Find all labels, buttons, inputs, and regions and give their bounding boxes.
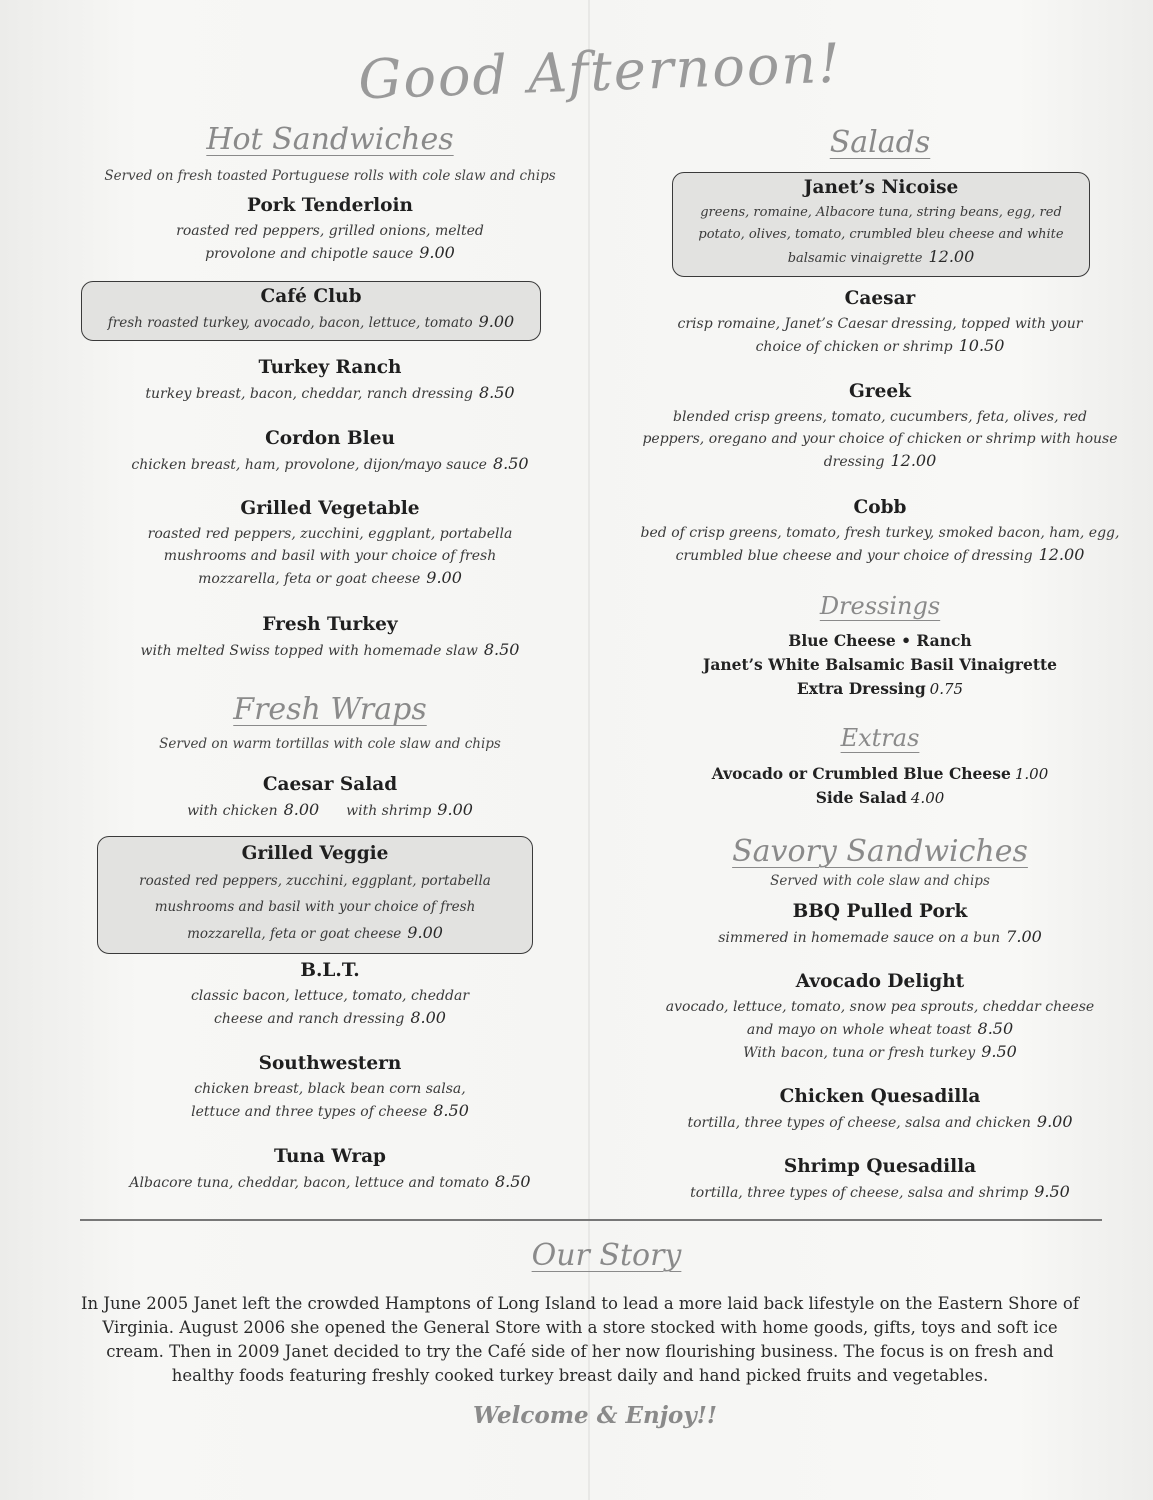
dressings-list bbox=[640, 629, 1120, 701]
fresh-wraps-title: Fresh Wraps bbox=[233, 692, 427, 727]
item-price: 9.00 bbox=[407, 923, 443, 942]
fresh-wraps-subtitle: Served on warm tortillas with cole slaw and chips bbox=[159, 736, 501, 752]
extra-avocado-price: 1.00 bbox=[1014, 765, 1049, 783]
menu-item-shrimp-quesadilla bbox=[640, 1156, 1120, 1204]
item-price: 12.00 bbox=[890, 451, 937, 470]
item-name: Café Club bbox=[260, 286, 362, 307]
item-desc: chicken breast, black bean corn salsa, lettuce and three types of cheese bbox=[191, 1081, 466, 1120]
item-name: BBQ Pulled Pork bbox=[792, 901, 968, 922]
menu-item-bbq-pulled-pork bbox=[640, 901, 1120, 949]
item-name: Cobb bbox=[853, 497, 907, 518]
item-desc: tortilla, three types of cheese, salsa and chicken bbox=[687, 1115, 1031, 1131]
item-desc: tortilla, three types of cheese, salsa and shrimp bbox=[690, 1185, 1029, 1201]
item-desc: roasted red peppers, zucchini, eggplant, portabella mushrooms and basil with your choice of fresh mozzarella, feta or goat cheese bbox=[147, 526, 513, 587]
dressing-house: Janet’s White Balsamic Basil Vinaigrette bbox=[702, 655, 1058, 674]
item-desc: blended crisp greens, tomato, cucumbers, feta, olives, red peppers, oregano and your choice of chicken or shrimp with house dressing bbox=[642, 409, 1118, 470]
extra-avocado-label: Avocado or Crumbled Blue Cheese bbox=[711, 764, 1011, 783]
item-price: 9.00 bbox=[419, 243, 455, 262]
item-name: Avocado Delight bbox=[795, 971, 965, 992]
menu-item-southwestern bbox=[85, 1053, 575, 1123]
section-divider bbox=[80, 1219, 1102, 1221]
extras-list bbox=[640, 762, 1120, 810]
menu-item-turkey-ranch bbox=[85, 357, 575, 405]
item-price-chicken: 8.00 bbox=[283, 800, 320, 819]
item-name: Turkey Ranch bbox=[258, 357, 402, 378]
menu-item-caesar-salad-wrap bbox=[85, 774, 575, 822]
item-name: Grilled Veggie bbox=[241, 843, 389, 864]
menu-item-pork-tenderloin bbox=[85, 195, 575, 265]
extra-dressing-price: 0.75 bbox=[929, 680, 964, 698]
item-name: Janet’s Nicoise bbox=[803, 177, 959, 198]
item-name: Cordon Bleu bbox=[265, 428, 395, 449]
our-story-text: In June 2005 Janet left the crowded Hamptons of Long Island to lead a more laid back lifestyle on the Eastern Shore of Virginia. August 2006 she opened the General Store with a store stocked with home goods, gifts, toys and soft ice cream. Then in 2009 Janet decided to try the Café side of her now flourishing business. The focus is on fresh and healthy foods featuring freshly cooked turkey breast daily and hand picked fruits and vegetables. bbox=[81, 1294, 1079, 1385]
item-desc: simmered in homemade sauce on a bun bbox=[718, 930, 1001, 946]
item-price: 9.00 bbox=[426, 568, 462, 587]
item-price: 8.00 bbox=[410, 1008, 446, 1027]
item-name: Grilled Vegetable bbox=[240, 498, 420, 519]
item-desc: classic bacon, lettuce, tomato, cheddar cheese and ranch dressing bbox=[190, 988, 470, 1027]
item-name: B.L.T. bbox=[300, 960, 360, 981]
item-name: Greek bbox=[849, 381, 911, 402]
item-price: 9.00 bbox=[478, 312, 515, 331]
item-desc: with melted Swiss topped with homemade slaw bbox=[140, 643, 478, 659]
item-price: 8.50 bbox=[433, 1101, 469, 1120]
item-addon-desc: With bacon, tuna or fresh turkey bbox=[743, 1045, 976, 1061]
menu-item-blt bbox=[85, 960, 575, 1030]
hot-sandwiches-title: Hot Sandwiches bbox=[206, 122, 454, 157]
welcome-closing: Welcome & Enjoy!! bbox=[473, 1402, 717, 1429]
menu-item-cobb bbox=[640, 497, 1120, 567]
extra-dressing-label: Extra Dressing bbox=[796, 679, 926, 698]
item-name: Shrimp Quesadilla bbox=[783, 1156, 977, 1177]
dressing-options: Blue Cheese • Ranch bbox=[788, 631, 972, 650]
item-desc: crisp romaine, Janet’s Caesar dressing, topped with your choice of chicken or shrimp bbox=[677, 316, 1083, 355]
menu-item-grilled-veggie bbox=[97, 836, 533, 954]
menu-item-janets-nicoise bbox=[672, 172, 1090, 277]
item-desc: bed of crisp greens, tomato, fresh turkey, smoked bacon, ham, egg, crumbled blue cheese and your choice of dressing bbox=[640, 525, 1120, 564]
item-price: 8.50 bbox=[494, 1172, 531, 1191]
item-desc: roasted red peppers, grilled onions, melted provolone and chipotle sauce bbox=[176, 223, 484, 262]
menu-item-greek bbox=[640, 381, 1120, 473]
savory-sandwiches-subtitle: Served with cole slaw and chips bbox=[770, 873, 990, 889]
item-price: 8.50 bbox=[977, 1019, 1014, 1038]
item-desc-shrimp: with shrimp bbox=[346, 803, 432, 819]
item-name: Southwestern bbox=[258, 1053, 402, 1074]
our-story-title: Our Story bbox=[531, 1238, 682, 1273]
item-desc: Albacore tuna, cheddar, bacon, lettuce and tomato bbox=[129, 1175, 489, 1191]
item-price: 12.00 bbox=[1038, 545, 1085, 564]
item-price: 8.50 bbox=[483, 640, 520, 659]
menu-item-cordon-bleu bbox=[85, 428, 575, 476]
item-desc: turkey breast, bacon, cheddar, ranch dressing bbox=[145, 386, 473, 402]
item-addon-price: 9.50 bbox=[981, 1042, 1017, 1061]
item-price: 9.00 bbox=[1036, 1112, 1073, 1131]
item-name: Chicken Quesadilla bbox=[779, 1086, 981, 1107]
salads-title: Salads bbox=[829, 125, 931, 160]
item-desc: fresh roasted turkey, avocado, bacon, lettuce, tomato bbox=[107, 315, 473, 331]
item-price: 8.50 bbox=[478, 383, 515, 402]
hot-sandwiches-subtitle: Served on fresh toasted Portuguese rolls with cole slaw and chips bbox=[104, 168, 556, 184]
menu-item-caesar bbox=[640, 288, 1120, 358]
item-name: Pork Tenderloin bbox=[247, 195, 413, 216]
item-name: Caesar bbox=[844, 288, 916, 309]
item-name: Caesar Salad bbox=[262, 774, 398, 795]
item-price-shrimp: 9.00 bbox=[437, 800, 473, 819]
extra-side-salad-price: 4.00 bbox=[910, 789, 945, 807]
item-desc: greens, romaine, Albacore tuna, string beans, egg, red potato, olives, tomato, crumbled bleu cheese and white balsamic vinaigrette bbox=[698, 205, 1064, 266]
menu-item-grilled-vegetable bbox=[85, 498, 575, 590]
menu-item-tuna-wrap bbox=[85, 1146, 575, 1194]
extras-title: Extras bbox=[840, 724, 920, 752]
item-price: 12.00 bbox=[928, 247, 975, 266]
dressings-title: Dressings bbox=[819, 592, 941, 620]
item-desc: avocado, lettuce, tomato, snow pea sprouts, cheddar cheese and mayo on whole wheat toast bbox=[665, 999, 1095, 1038]
menu-item-fresh-turkey bbox=[85, 614, 575, 662]
page-title: Good Afternoon! bbox=[357, 31, 843, 112]
item-price: 7.00 bbox=[1006, 927, 1042, 946]
item-desc: roasted red peppers, zucchini, eggplant, portabella mushrooms and basil with your choice of fresh mozzarella, feta or goat cheese bbox=[139, 873, 491, 942]
menu-item-cafe-club bbox=[81, 281, 541, 341]
item-name: Fresh Turkey bbox=[262, 614, 398, 635]
item-price: 8.50 bbox=[492, 454, 529, 473]
extra-side-salad-label: Side Salad bbox=[815, 788, 907, 807]
our-story-section bbox=[0, 1238, 1153, 1273]
item-price: 10.50 bbox=[958, 336, 1005, 355]
item-desc-chicken: with chicken bbox=[187, 803, 278, 819]
item-name: Tuna Wrap bbox=[273, 1146, 386, 1167]
paper-fold bbox=[588, 0, 590, 1500]
item-price: 9.50 bbox=[1034, 1182, 1070, 1201]
menu-item-avocado-delight bbox=[640, 971, 1120, 1064]
menu-item-chicken-quesadilla bbox=[640, 1086, 1120, 1134]
item-desc: chicken breast, ham, provolone, dijon/mayo sauce bbox=[131, 457, 487, 473]
savory-sandwiches-title: Savory Sandwiches bbox=[732, 834, 1028, 869]
